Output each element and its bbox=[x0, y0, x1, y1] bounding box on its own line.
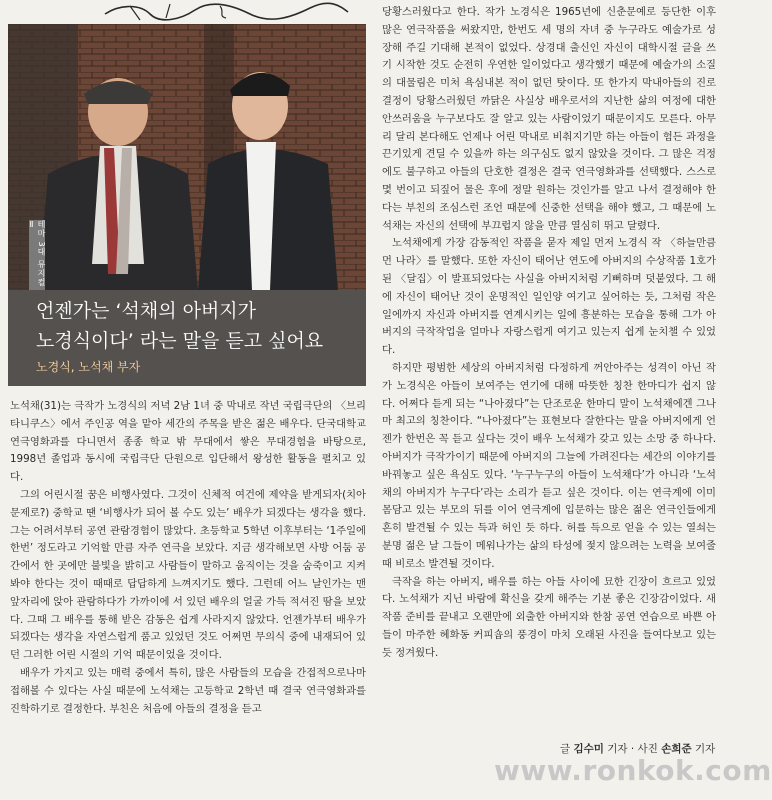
body-paragraph: 배우가 가지고 있는 매력 중에서 특히, 많은 사람들의 모습을 간접적으로나마 접해볼 수 있다는 사실 때문에 노석채는 고등학교 2학년 때 결국 연극영화과를 진학하기로 결정한다. 부친은 처음에 아들의 결정을 듣고 bbox=[10, 666, 366, 715]
body-paragraph: 극작을 하는 아버지, 배우를 하는 아들 사이에 묘한 긴장이 흐르고 있었다. 노석채가 지닌 바람에 확신을 갖게 해주는 기분 좋은 긴장감이었다. 새 작품 준비를 끝내고 오랜만에 외출한 아버지와 한참 공연 연습으로 바쁜 아들이 마주한 혜화동 커피숍의 풍경이 마치 오래된 사진을 들여다보고 있는 듯 정겨웠다. bbox=[382, 575, 716, 659]
article-headline bbox=[36, 296, 356, 356]
body-paragraph: 노석채에게 가장 감동적인 작품을 묻자 제일 먼저 노경식 작 〈하늘만큼 먼 나라〉를 말했다. 또한 자신이 태어난 연도에 아버지의 수상작품 1호가 된 〈달집〉이 발표되었다는 사실을 아버지처럼 기뻐하며 덧붙였다. 그 해에 자신이 태어난 것이 운명적인 일인양 여기고 싶어하는 듯, 그처럼 작은 일에까지 자신과 아버지를 연계시키는 일에 흥분하는 모습을 통해 그가 아버지의 극작작업을 얼마나 자랑스럽게 여기고 있는지 쉽게 눈치챌 수 있었다. bbox=[382, 237, 716, 357]
byline-prefix: 글 bbox=[560, 743, 574, 755]
headline-line-1: 언젠가는 ‘석채의 아버지가 bbox=[36, 300, 257, 322]
body-paragraph: 노석채(31)는 극작가 노경식의 저녁 2남 1녀 중 막내로 작년 국립극단의 〈브리타니쿠스〉에서 주인공 역을 맡아 세간의 주목을 받은 젊은 배우다. 단국대학교 연극영화과를 다니면서 종종 학교 밖 무대에서 쌓은 무대경험을 바탕으로, 1998년 졸업과 동시에 국립극단 단원으로 입단해서 왕성한 활동을 펼치고 있다. bbox=[10, 400, 366, 484]
article-subtitle: 노경식, 노석채 부자 bbox=[36, 360, 141, 374]
photo-illustration bbox=[8, 24, 366, 290]
handwritten-annotation bbox=[100, 0, 350, 22]
headline-line-2: 노경식이다’ 라는 말을 듣고 싶어요 bbox=[36, 330, 324, 352]
right-column bbox=[382, 4, 716, 662]
left-column bbox=[10, 398, 366, 718]
site-watermark: www.ronkok.com bbox=[494, 754, 772, 787]
series-tag: 테마 3대 뮤지컬 Ⅱ bbox=[29, 220, 45, 290]
byline-suffix: 기자 bbox=[691, 743, 716, 755]
body-paragraph: 그의 어린시절 꿈은 비행사였다. 그것이 신체적 여건에 제약을 받게되자(치아 문제로?) 중학교 땐 ‘비행사가 되어 볼 수도 있는’ 배우가 되겠다는 생각을 했다. 그는 어려서부터 공연 관람경험이 많았다. 초등학교 5학년 이후부터는 ‘1주일에 한번’ 정도라고 기억할 만큼 자주 연극을 보았다. 지금 생각해보면 사방 어둠 공간에서 한 곳에만 불빛을 밝히고 사람들이 말하고 움직이는 것을 숨죽이고 지켜봐야 한다는 것이 때때로 답답하게 느껴지기도 했다. 그런데 어느 날인가는 맨 앞자리에 앉아 관람하다가 가까이에 서 있던 배우의 얼굴 가득 적셔진 땀을 보았다. 그때 그 배우를 통해 받은 감동은 쉽게 사라지지 않았다. 언젠가부터 배우가 되겠다는 생각을 자연스럽게 품고 있었던 것도 어쩌면 무의식 중에 내재되어 있던 그러한 어린 시절의 기억 때문이었을 것이다. bbox=[10, 488, 366, 662]
byline-photographer: 손희준 bbox=[661, 743, 692, 755]
body-paragraph: 하지만 평범한 세상의 아버지처럼 다정하게 꺼안아주는 성격이 아닌 작가 노경식은 아들이 보여주는 연기에 대해 따뜻한 칭찬 한마디가 쉽지 않다. 어쩌다 듣게 되는 “나아졌다”는 단조로운 한마디 말이 노석채에겐 그나마 최고의 칭찬이다. “나아졌다”는 표현보다 잘한다는 말을 아버지에게 언젠가 한번은 꼭 듣고 싶다는 것이 배우 노석채가 갖고 있는 소망 중 하나다. 아버지가 극작가이기 때문에 아버지의 그늘에 가려진다는 세간의 이야기를 바꿔놓고 싶은 욕심도 있다. ‘누구누구의 아들이 노석채다’가 아니라 ‘노석채의 아버지가 누구다’라는 소리가 듣고 싶은 것이다. 이는 연극계에 이미 몸담고 있는 부모의 뒤를 이어 연극계에 입문하는 많은 젊은 연극인들에게 흔히 발견될 수 있는 득과 허인 듯 하다. 허를 득으로 얻을 수 있는 열쇠는 분명 젊은 날 그들이 메워나가는 삶의 타성에 젖지 않으려는 노력을 보여줄 때 비로소 발견될 것이다. bbox=[382, 361, 716, 570]
body-paragraph: 당황스러웠다고 한다. 작가 노경식은 1965년에 신춘문예로 등단한 이후 많은 연극작품을 써왔지만, 한번도 세 명의 자녀 중 누구라도 예술가로 성장해 주길 기대해 본적이 없었다. 상경대 출신인 자신이 대학시절 글을 쓰기 시작한 것도 순전히 우연한 일이었다고 생각했기 때문에 예술가의 소질의 대물림은 미처 욕심내본 적이 없던 탓이다. 또 한가지 막내아들의 진로결정이 당황스러웠던 까닭은 사실상 배우로서의 지난한 삶의 여정에 대한 안쓰러움을 누구보다도 잘 알고 있는 사람이었기 때문이지도 모른다. 아무리 달리 본다해도 언제나 어린 막내로 비춰지기만 하는 아들이 험든 과정을 끈기있게 견딜 수 있을까 하는 의구심도 없지 않았을 것이다. 그 많은 걱정에도 불구하고 아들의 단호한 결정은 결국 연극영화과를 선택했다. 스스로 몇 번이고 되짚어 물은 후에 정말 원하는 것인가를 알고 나서 결정해야 한다는 부친의 조심스런 조언 때문에 신중한 선택을 해야 했고, 그 때문에 노석채는 자신의 선택에 부끄럽지 않을 만큼 열심히 뛰고 달렸다. bbox=[382, 6, 716, 232]
byline-mid: 기자 · 사진 bbox=[603, 743, 662, 755]
byline-writer: 김수미 bbox=[573, 743, 604, 755]
father-son-photo bbox=[8, 24, 366, 290]
